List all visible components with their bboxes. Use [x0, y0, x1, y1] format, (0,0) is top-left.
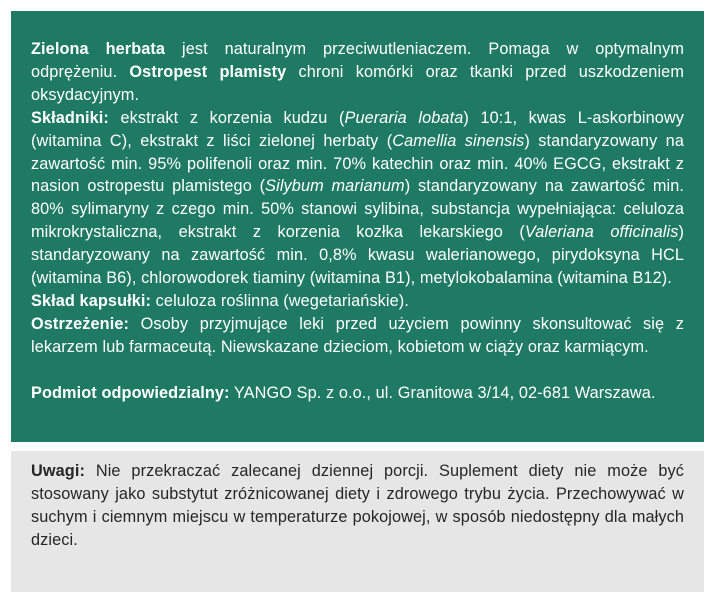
info-panel	[11, 11, 704, 442]
ingredients-text-4: ) standaryzowany na zawartość min. 80% sylimaryny z czego min. 50% stanowi sylibina, substancja wypełniająca: celuloza mikrokrystaliczna, ekstrakt z korzenia kozłka lekarskiego (	[31, 177, 684, 242]
herb-name-milk-thistle: Ostropest plamisty	[129, 62, 287, 81]
warning-text: Osoby przyjmujące leki przed użyciem powinny skonsultować się z lekarzem lub farmaceutą. Niewskazane dzieciom, kobietom w ciąży oraz karmiącym.	[31, 314, 684, 356]
intro-text-2: chroni komórki oraz tkanki przed uszkodzeniem oksydacyjnym.	[31, 62, 685, 104]
intro-paragraph	[31, 38, 684, 107]
notes-panel	[11, 451, 704, 592]
notes-text: Nie przekraczać zalecanej dziennej porcji. Suplement diety nie może być stosowany jako substytut zróżnicowanej diety i zdrowego trybu życia. Przechowywać w suchym i ciemnym miejscu w temperaturze pokojowej, w sposób niedostępny dla małych dzieci.	[31, 462, 684, 549]
capsule-label: Skład kapsułki:	[31, 291, 152, 310]
herb-name-green-tea: Zielona herbata	[31, 40, 166, 58]
warning-paragraph	[31, 313, 684, 359]
latin-name-camellia: Camellia sinensis	[392, 131, 525, 150]
ingredients-text-1: ekstrakt z korzenia kudzu (	[108, 108, 345, 127]
spacer	[31, 359, 684, 382]
notes-label: Uwagi:	[31, 462, 85, 480]
warning-label: Ostrzeżenie:	[31, 314, 130, 333]
ingredients-label: Składniki:	[31, 108, 109, 127]
ingredients-paragraph	[31, 107, 684, 290]
ingredients-text-5: ) standaryzowany na zawartość min. 0,8% kwasu walerianowego, pirydoksyna HCL (witamina B6), chlorowodorek tiaminy (witamina B1), metylokobalamina (witamina B12).	[31, 223, 684, 288]
capsule-paragraph	[31, 290, 684, 313]
intro-text-1: jest naturalnym przeciwutleniaczem. Pomaga w optymalnym odprężeniu.	[31, 40, 684, 81]
latin-name-pueraria: Pueraria lobata	[344, 108, 464, 127]
notes-paragraph	[31, 460, 684, 552]
latin-name-silybum: Silybum marianum	[265, 177, 405, 196]
responsible-text: YANGO Sp. z o.o., ul. Granitowa 3/14, 02-681 Warszawa.	[229, 383, 656, 402]
capsule-text: celuloza roślinna (wegetariańskie).	[151, 291, 409, 310]
responsible-label: Podmiot odpowiedzialny:	[31, 383, 230, 402]
latin-name-valeriana: Valeriana officinalis	[524, 223, 679, 242]
ingredients-text-2: ) 10:1, kwas L-askorbinowy (witamina C), ekstrakt z liści zielonej herbaty (	[31, 108, 684, 150]
ingredients-text-3: ) standaryzowany na zawartość min. 95% polifenoli oraz min. 70% katechin oraz min. 40% EGCG, ekstrakt z nasion ostropestu plamistego (	[31, 131, 684, 196]
responsible-paragraph	[31, 382, 684, 405]
